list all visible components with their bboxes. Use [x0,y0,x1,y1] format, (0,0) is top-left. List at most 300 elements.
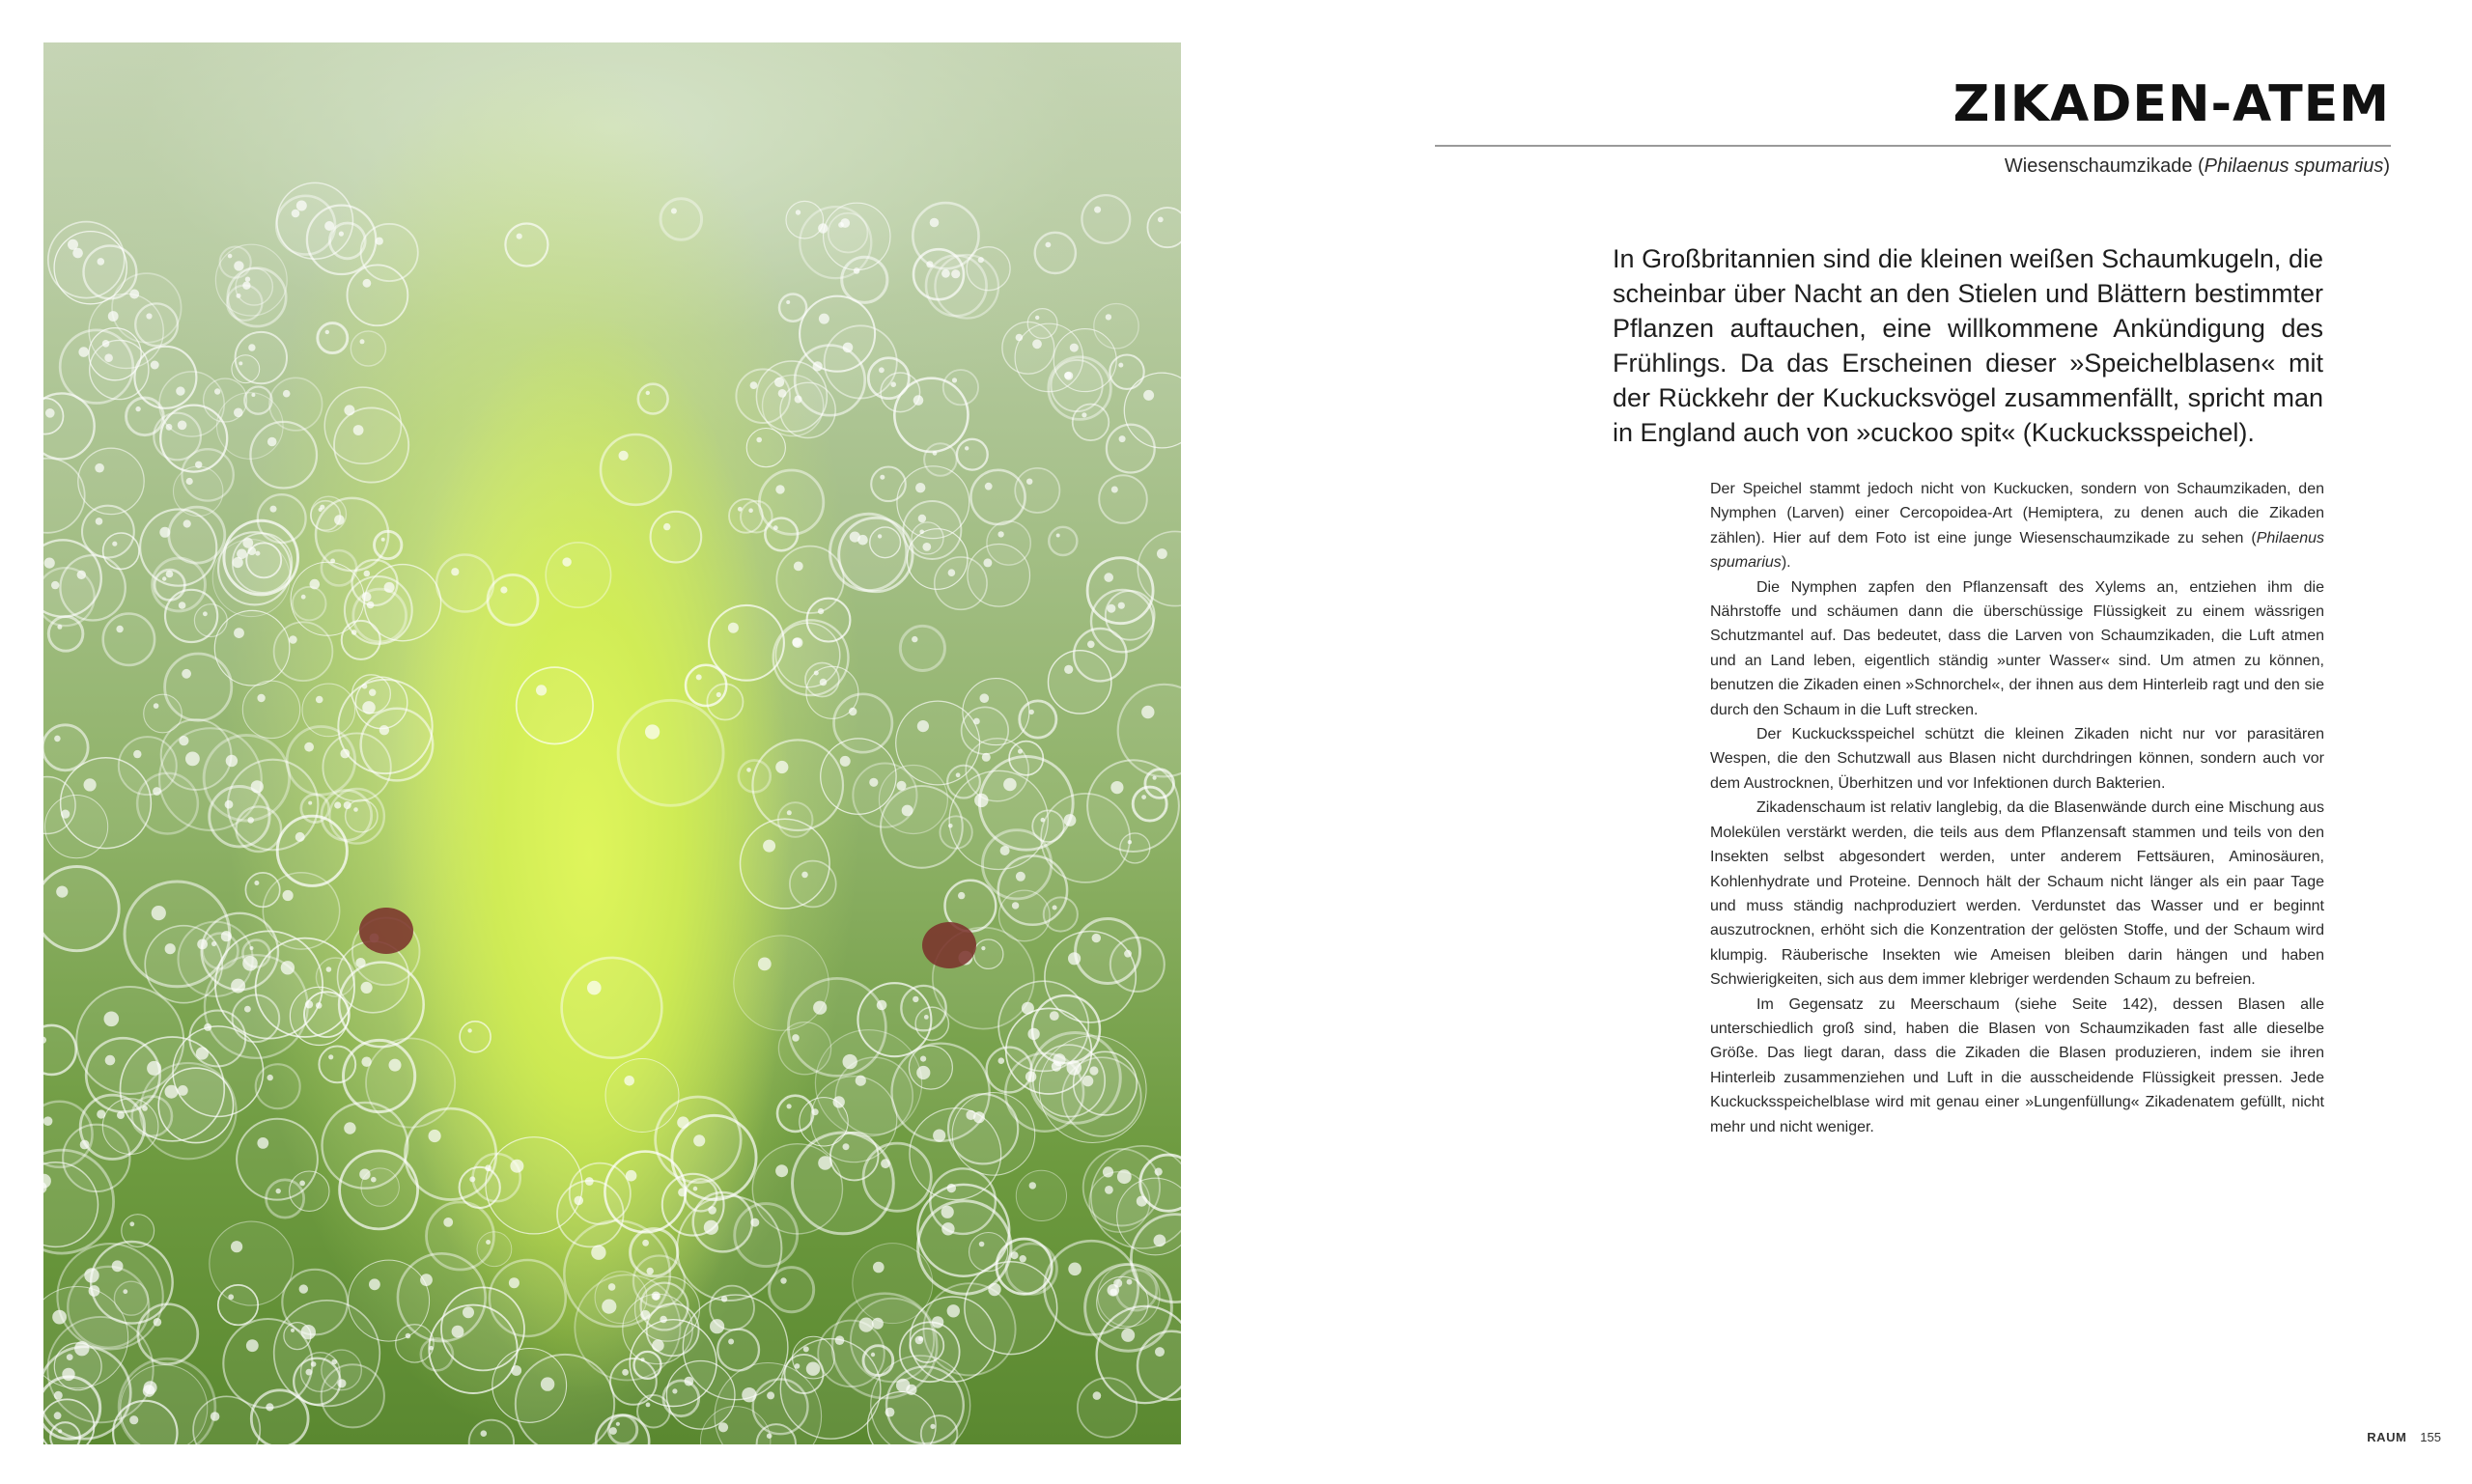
foam-bubble [778,1022,830,1075]
foam-bubble [469,1420,514,1444]
bubble-highlight [228,1294,234,1300]
bubble-highlight [1026,479,1032,485]
foam-bubbles-graphic [43,42,1181,1444]
bubble-highlight [958,892,965,899]
foam-bubble [1016,1170,1066,1220]
bubble-highlight [56,886,68,898]
foam-bubble [153,558,206,611]
bubble-highlight [183,519,191,527]
bubble-highlight [1141,706,1154,718]
bubble-highlight [211,1412,220,1421]
foam-bubble [43,725,88,770]
foam-bubble [557,1181,624,1247]
bubble-highlight [135,406,140,411]
bubble-highlight [151,361,159,370]
foam-bubble [344,1040,415,1111]
bubble-highlight [57,625,62,630]
bubble-highlight [933,1130,945,1142]
bubble-highlight [913,996,918,1002]
bubble-highlight [257,694,265,702]
foam-bubble [647,1303,699,1356]
subtitle-suffix: ) [2383,155,2390,177]
bubble-highlight [646,391,650,395]
bubble-highlight [248,546,257,555]
bubble-highlight [873,1262,885,1274]
foam-bubble [1147,208,1181,247]
bubble-highlight [562,557,571,566]
bubble-highlight [1155,1347,1165,1357]
foam-bubble [901,986,945,1030]
bubble-highlight [244,1006,251,1013]
bubble-highlight [948,569,956,576]
bubble-highlight [509,1277,520,1288]
bubble-highlight [1093,1391,1102,1400]
foam-bubble [894,378,968,452]
bubble-highlight [619,451,629,461]
bubble-highlight [283,390,291,398]
bubble-highlight [1046,242,1052,248]
foam-bubble [870,527,901,558]
bubble-highlight [129,1221,134,1226]
bubble-highlight [95,463,104,473]
foam-bubble [1074,629,1126,681]
foam-bubble [348,265,408,325]
bubble-highlight [334,801,341,808]
bubble-highlight [165,943,176,954]
bubble-highlight [1018,749,1023,754]
foam-bubble [182,449,233,500]
foam-bubble [734,936,829,1030]
page-number: 155 [2420,1430,2441,1444]
bubble-highlight [1106,314,1111,320]
foam-bubble [1076,919,1140,984]
bubble-highlight [780,1277,786,1283]
bubble-highlight [330,559,335,564]
bubble-highlight [1103,1166,1113,1177]
bubble-highlight [758,958,772,971]
foam-bubble [126,398,164,435]
bubble-highlight [767,1433,772,1439]
bubble-highlight [511,1365,521,1376]
body-paragraph-5: Im Gegensatz zu Meerschaum (siehe Seite 142), dessen Blasen alle unterschiedlich groß sind, haben die Blasen von Schaumzikaden fast alle dieselbe Größe. Das liegt daran, dass die Zikaden die Blasen produzieren, indem sie ihren Hinterleib zusammenziehen und Luft in die ausscheidende Flüssigkeit pressen. Jede Kuckucksspeichelblase wird mit genau einer »Lungenfüllung« Zikadenatem gefüllt, nicht mehr und nicht weniger. [1710,995,2324,1135]
bubble-highlight [328,1054,333,1059]
bubble-highlight [718,1422,728,1432]
bubble-highlight [787,1104,792,1108]
bubble-highlight [1032,339,1042,349]
foam-bubble [824,203,890,269]
bubble-highlight [748,508,753,513]
bubble-highlight [678,1188,687,1196]
bubble-highlight [78,347,89,357]
foam-bubble [918,1201,1011,1294]
bubble-highlight [997,531,1003,537]
bubble-highlight [818,608,824,614]
bubble-highlight [254,881,259,885]
foam-bubble [228,268,286,326]
bubble-highlight [773,525,778,530]
bubble-highlight [363,279,372,288]
foam-bubble [746,429,785,467]
foam-bubble [1032,810,1064,842]
bubble-highlight [84,778,97,791]
bubble-highlight [304,742,314,752]
bubble-highlight [267,1075,273,1080]
bubble-highlight [941,269,950,278]
bubble-highlight [283,890,294,901]
foam-bubble [48,617,83,652]
foam-bubble [957,439,988,470]
foam-bubble [756,361,827,432]
foam-bubble [1110,355,1143,389]
foam-bubble [963,679,1029,745]
bubble-highlight [325,330,329,334]
bubble-highlight [626,1170,637,1182]
foam-bubble [1097,1276,1148,1328]
bubble-highlight [44,558,55,569]
bubble-highlight [301,1325,316,1339]
bubble-highlight [295,832,305,842]
foam-bubble [202,913,278,990]
bubble-highlight [930,218,940,228]
bubble-highlight [299,1181,305,1187]
bubble-highlight [267,437,277,447]
foam-bubble [490,1260,566,1336]
bubble-highlight [481,1430,488,1437]
bubble-highlight [334,515,345,525]
bubble-highlight [1157,548,1167,559]
foam-bubble [436,555,493,612]
foam-bubble [562,958,662,1058]
bubble-highlight [933,451,938,456]
title-divider [1435,145,2391,147]
bubble-highlight [251,393,255,397]
foam-bubble [780,1339,881,1440]
bubble-highlight [353,425,364,435]
foam-bubble [807,599,851,642]
bubble-highlight [467,1028,471,1032]
foam-bubble [546,543,610,607]
foam-bubble [169,507,225,563]
bubble-highlight [1118,363,1123,368]
bubble-highlight [451,568,459,575]
foam-bubble [351,331,385,366]
foam-bubble [947,766,980,798]
foam-bubble [910,1297,995,1382]
foam-bubble [102,1099,158,1155]
bubble-highlight [915,483,925,492]
bubble-highlight [369,1278,380,1290]
foam-bubble [103,614,154,665]
foam-bubble [318,323,348,353]
foam-bubble [274,1301,380,1407]
bubble-highlight [133,750,141,758]
foam-bubble [242,681,299,738]
bubble-highlight [221,931,232,941]
bubble-highlight [978,257,984,263]
page-footer [2367,1430,2441,1444]
bubble-highlight [326,966,332,972]
bubble-highlight [693,1134,705,1146]
bubble-highlight [369,689,376,696]
bubble-highlight [806,1362,820,1376]
bubble-highlight [774,378,784,387]
bubble-highlight [917,720,929,732]
bubble-highlight [721,1296,727,1302]
bubble-highlight [299,1284,308,1293]
bubble-highlight [52,1310,67,1325]
bubble-highlight [1155,1168,1163,1176]
bubble-highlight [775,485,784,493]
bubble-highlight [112,1260,124,1272]
bubble-highlight [622,1369,629,1376]
bubble-highlight [983,558,992,567]
bubble-highlight [381,538,385,542]
bubble-highlight [1110,781,1123,794]
bubble-highlight [885,1408,895,1417]
foam-bubble [709,605,784,681]
species-subtitle [2005,155,2390,178]
bubble-highlight [1056,534,1060,538]
bubble-highlight [536,685,547,695]
bubble-highlight [660,1316,667,1324]
foam-bubble [233,995,280,1043]
bubble-highlight [647,1268,654,1274]
bubble-highlight [1104,573,1113,582]
bubble-highlight [840,756,851,767]
bubble-highlight [1052,1061,1061,1071]
body-paragraph-2: Die Nymphen zapfen den Pflanzensaft des Xylems an, entziehen ihm die Nährstoffe und schäumen dann die überschüssige Flüssigkeit zu einem wässrigen Schutzmantel auf. Das bedeutet, dass die Larven von Schaumzikaden, die Luft atmen und an Land leben, eigentlich ständig »unter Wasser« sind. Um atmen zu können, benutzen die Zikaden einen »Schnorchel«, der ihnen aus dem Hinterleib ragt und den sie durch den Schaum in die Luft strecken. [1710,578,2324,718]
bubble-highlight [182,669,191,679]
nymph-eye [359,908,413,954]
bubble-highlight [143,1385,155,1397]
foam-bubble [1035,233,1076,273]
bubble-highlight [242,282,250,290]
bubble-highlight [234,261,243,270]
nymph-eye [922,922,976,968]
foam-bubble [660,199,702,240]
bubble-highlight [1035,316,1039,320]
bubble-highlight [1016,872,1025,882]
bubble-highlight [517,234,522,239]
bubble-highlight [1111,487,1118,493]
foam-bubble [741,501,772,533]
foam-bubble [352,560,398,605]
foam-bubble [91,1242,173,1324]
foam-bubble [806,666,858,718]
bubble-highlight [176,386,184,395]
bubble-highlight [1029,1182,1036,1189]
bubble-highlight [587,981,602,995]
bubble-highlight [108,311,119,322]
bubble-highlight [364,571,371,577]
bubble-highlight [645,724,660,739]
body-paragraph-1-text: Der Speichel stammt jedoch nicht von Kuckucken, sondern von Schaumzikaden, den Nymphen (Larven) einer Cercopoidea-Art (Hemiptera, zu denen auch die Zikaden zählen). Hier auf dem Foto ist eine junge Wiesenschaumzikade zu sehen ( [1710,481,2324,546]
foam-bubble [322,550,356,585]
bubble-highlight [1064,665,1073,674]
foam-bubble [1078,1378,1137,1437]
subtitle-latin-name: Philaenus spumarius [2204,155,2384,177]
bubble-highlight [956,772,961,777]
bubble-highlight [980,693,990,703]
bubble-highlight [339,232,344,237]
bubble-highlight [147,1061,161,1076]
foam-bubble [233,533,293,593]
foam-bubble [605,1059,679,1133]
foam-bubble [970,470,1025,524]
foam-bubble [505,224,548,266]
bubble-highlight [292,210,300,218]
foam-bubble [290,1171,329,1211]
bubble-highlight [1064,372,1073,380]
body-paragraph-4: Zikadenschaum ist relativ langlebig, da die Blasenwände durch eine Mischung aus Molekülen verstärkt werden, die teils aus dem Pflanzensaft stammen und teils von den Insekten selbst abgesondert werden, unter anderem Fettsäuren, Aminosäuren, Kohlenhydrate und Proteine. Dennoch hält der Schaum nicht länger als ein paar Tage und muss ständig nachproduziert werden. Verdunstet das Wasser und er beginnt auszutrocknen, erhöht sich die Konzentration der gelösten Stoffe, und der Schaum wird klumpig. Räuberische Insekten wie Ameisen bleiben darin hängen und haben Schwierigkeiten, sich aus dem immer klebriger werdenden Schaum zu befreien. [1710,799,2324,989]
foam-bubble [935,557,987,609]
bubble-highlight [429,1130,441,1142]
bubble-highlight [869,778,878,787]
foam-bubble [637,1395,670,1428]
foam-bubble [427,1202,494,1270]
foam-bubble [61,758,152,849]
foam-bubble [1082,195,1130,243]
bubble-highlight [270,506,277,513]
foam-bubble [293,587,326,621]
bubble-highlight [289,635,297,644]
foam-bubble [276,196,335,255]
foam-bubble [78,448,144,514]
bubble-highlight [696,674,702,680]
bubble-highlight [872,1318,884,1330]
foam-bubble [488,574,538,625]
foam-bubble [1133,787,1166,821]
bubble-highlight [1119,435,1126,442]
body-paragraph-1 [1710,477,2324,575]
bubble-highlight [98,258,105,266]
bubble-highlight [833,1096,845,1107]
bubble-highlight [624,1076,634,1086]
foam-bubble [334,407,408,482]
foam-bubble [274,622,333,681]
bubble-highlight [913,395,924,406]
bubble-highlight [998,1057,1005,1064]
bubble-highlight [104,1012,120,1027]
bubble-highlight [792,1034,800,1042]
bubble-highlight [932,1316,943,1328]
foam-bubble [601,434,671,505]
bubble-highlight [112,542,117,546]
bubble-highlight [671,209,677,214]
foam-bubble [924,443,957,476]
foam-bubble [987,1048,1032,1093]
foam-bubble [618,700,723,805]
bubble-highlight [231,1241,242,1252]
bubble-highlight [756,437,762,443]
bubble-highlight [166,571,174,578]
foam-bubble [492,1349,567,1423]
bubble-highlight [775,1164,788,1177]
body-paragraph-1-latin: Philaenus spumarius [1710,529,2324,572]
bubble-highlight [96,518,103,525]
bubble-highlight [443,1218,453,1227]
bubble-highlight [965,446,969,450]
foam-bubble [218,1285,258,1325]
bubble-highlight [420,1274,433,1286]
foam-bubble [633,1256,685,1307]
bubble-highlight [793,637,803,648]
foam-bubble [777,1096,813,1132]
bubble-highlight [1068,1263,1082,1276]
bubble-highlight [646,1403,651,1408]
foam-bubble [43,1025,76,1075]
foam-bubble [43,867,119,951]
bubble-highlight [179,736,188,745]
bubble-highlight [316,696,323,704]
foam-bubble [396,1325,434,1362]
bubble-highlight [226,755,238,767]
foam-bubble [245,873,279,907]
bubble-highlight [750,381,758,389]
bubble-highlight [786,300,790,304]
bubble-highlight [154,1318,162,1327]
foam-bubble [244,387,271,414]
bubble-highlight [43,1116,52,1126]
bubble-highlight [152,906,166,920]
bubble-highlight [663,523,670,530]
foam-bubble [84,246,137,299]
lead-paragraph: In Großbritannien sind die kleinen weißen Schaumkugeln, die scheinbar über Nacht an den Stielen und Blättern bestimmter Pflanzen auftauchen, eine willkommene Ankündigung des Frühlings. Da das Erscheinen dieser »Speichelblasen« mit der Rückkehr der Kuckucksvögel zusammenfällt, spricht man in England auch von »cuckoo spit« (Kuckucksspeichel). [1613,244,2323,447]
bubble-highlight [1110,1289,1116,1296]
bubble-highlight [767,1391,774,1399]
subtitle-prefix: Wiesenschaumzikade ( [2004,155,2205,177]
bubble-highlight [1092,934,1101,942]
bubble-highlight [843,343,854,353]
bubble-highlight [880,475,885,480]
foam-bubble [926,256,987,317]
foam-bubble [256,1064,300,1108]
bubble-highlight [796,210,801,214]
foam-bubble [638,384,668,414]
foam-bubble [662,1174,724,1236]
bubble-highlight [850,532,860,543]
foam-bubble [1033,1045,1105,1116]
foam-bubble [159,372,224,436]
bubble-highlight [406,1333,411,1339]
foam-bubble [710,1286,754,1330]
bubble-highlight [500,586,507,593]
bubble-highlight [763,840,775,853]
bubble-highlight [728,623,739,633]
foam-bubble [1099,475,1147,523]
bubble-highlight [902,805,913,817]
foam-bubble [460,1022,491,1052]
bubble-highlight [609,1427,617,1435]
footer-section-label: RAUM [2367,1430,2407,1444]
bubble-highlight [154,703,159,709]
foam-bubble [375,531,402,558]
foam-bubble [770,1268,814,1312]
bubble-highlight [877,1000,887,1011]
bubble-highlight [840,218,850,228]
foam-bubble [900,626,944,670]
bubble-highlight [775,761,788,773]
bubble-highlight [952,378,957,382]
bubble-highlight [257,1137,268,1149]
foam-bubble [811,1077,897,1162]
foam-nymph-photo [43,42,1181,1444]
bubble-highlight [344,1122,355,1134]
bubble-highlight [881,1159,890,1168]
bubble-highlight [1041,818,1046,823]
bubble-highlight [878,534,882,538]
foam-bubble [1049,527,1077,555]
